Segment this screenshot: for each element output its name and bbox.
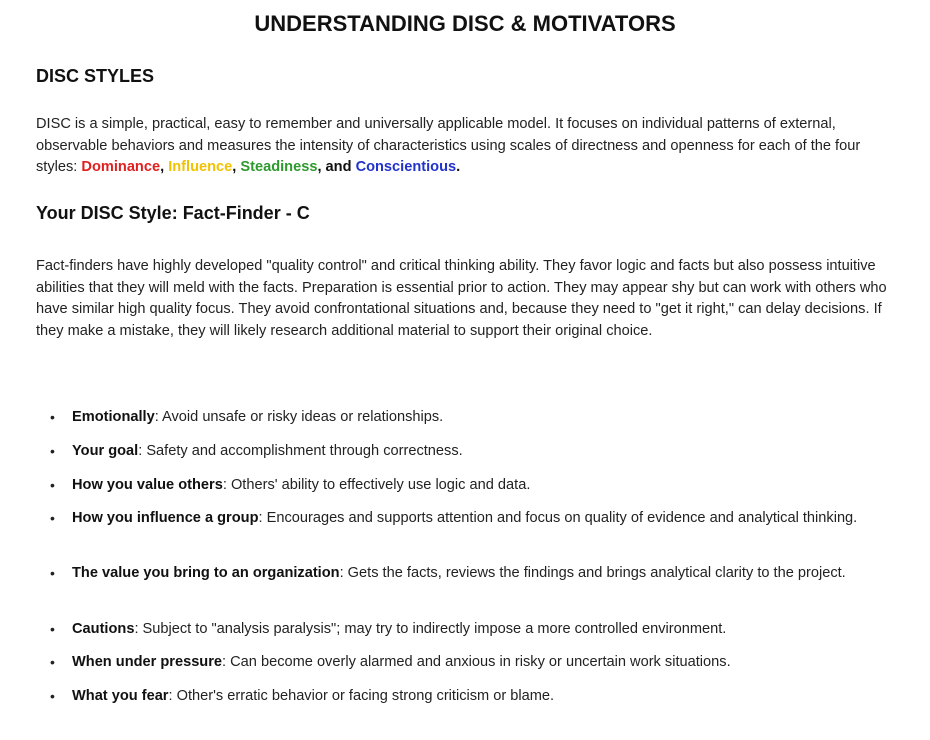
- section-heading: DISC STYLES: [36, 66, 155, 86]
- bullet-icon: •: [50, 510, 55, 526]
- style-influence: Influence: [168, 159, 233, 176]
- trait-value-organization: [50, 563, 887, 585]
- bullet-icon: •: [50, 565, 55, 581]
- trait-influence-group: [50, 508, 887, 530]
- trait-fear: [50, 686, 887, 708]
- trait-text: : Encourages and supports attention and focus on quality of evidence and analytical thinking.: [258, 510, 858, 526]
- intro-paragraph: DISC is a simple, practical, easy to remember and universally applicable model. It focuses on individual patterns of external, observable behaviors and measures the intensity of characteristics using scales of directness and openness for each of the four styles: Dominance, Influence, Steadiness, and Conscientious.: [36, 116, 861, 176]
- trait-text: : Can become overly alarmed and anxious in risky or uncertain work situations.: [222, 654, 731, 670]
- disc-style-heading: Your DISC Style: Fact-Finder - C: [36, 203, 310, 223]
- bullet-icon: •: [50, 654, 55, 670]
- trait-label: Your goal: [72, 443, 139, 459]
- trait-text: : Safety and accomplishment through correctness.: [138, 443, 463, 459]
- intro-text: DISC is a simple, practical, easy to remember and universally applicable model. It focuses on individual patterns of external, observable behaviors and measures the intensity of characteristics using scales of directness and openness for each of the four styles:: [36, 116, 861, 176]
- style-steadiness: Steadiness: [240, 159, 318, 176]
- trait-label: When under pressure: [72, 654, 223, 670]
- trait-label: What you fear: [72, 688, 169, 704]
- style-conscientious: Conscientious: [355, 159, 457, 176]
- style-dominance: Dominance: [81, 159, 161, 176]
- trait-label: Emotionally: [72, 409, 155, 425]
- bullet-icon: •: [50, 443, 55, 459]
- trait-under-pressure: [50, 652, 887, 674]
- trait-label: How you influence a group: [72, 510, 259, 526]
- trait-label: How you value others: [72, 477, 223, 493]
- trait-label: Cautions: [72, 621, 135, 637]
- trait-text: : Subject to "analysis paralysis"; may try to indirectly impose a more controlled environment.: [134, 621, 727, 637]
- style-description: Fact-finders have highly developed "quality control" and critical thinking ability. They favor logic and facts but also possess intuitive abilities that they will meld with the facts. Preparation is essential prior to action. They may appear shy but can work with others who have similar high quality focus. They avoid confrontational situations and, because they need to "get it right," can delay decisions. If they make a mistake, they will likely research additional material to support their original choice.: [36, 258, 887, 340]
- bullet-icon: •: [50, 477, 55, 493]
- trait-value-others: [50, 475, 887, 497]
- trait-text: : Others' ability to effectively use logic and data.: [222, 477, 531, 493]
- trait-emotionally: [50, 407, 887, 429]
- bullet-icon: •: [50, 621, 55, 637]
- trait-cautions: [50, 619, 887, 641]
- trait-text: : Gets the facts, reviews the findings and brings analytical clarity to the project.: [339, 565, 846, 581]
- trait-text: : Other's erratic behavior or facing strong criticism or blame.: [168, 688, 555, 704]
- page-title: UNDERSTANDING DISC & MOTIVATORS: [254, 11, 676, 36]
- trait-text: : Avoid unsafe or risky ideas or relationships.: [154, 409, 444, 425]
- bullet-icon: •: [50, 409, 55, 425]
- trait-label: The value you bring to an organization: [72, 565, 340, 581]
- bullet-icon: •: [50, 688, 55, 704]
- trait-goal: [50, 441, 887, 463]
- style-and: and: [325, 159, 352, 176]
